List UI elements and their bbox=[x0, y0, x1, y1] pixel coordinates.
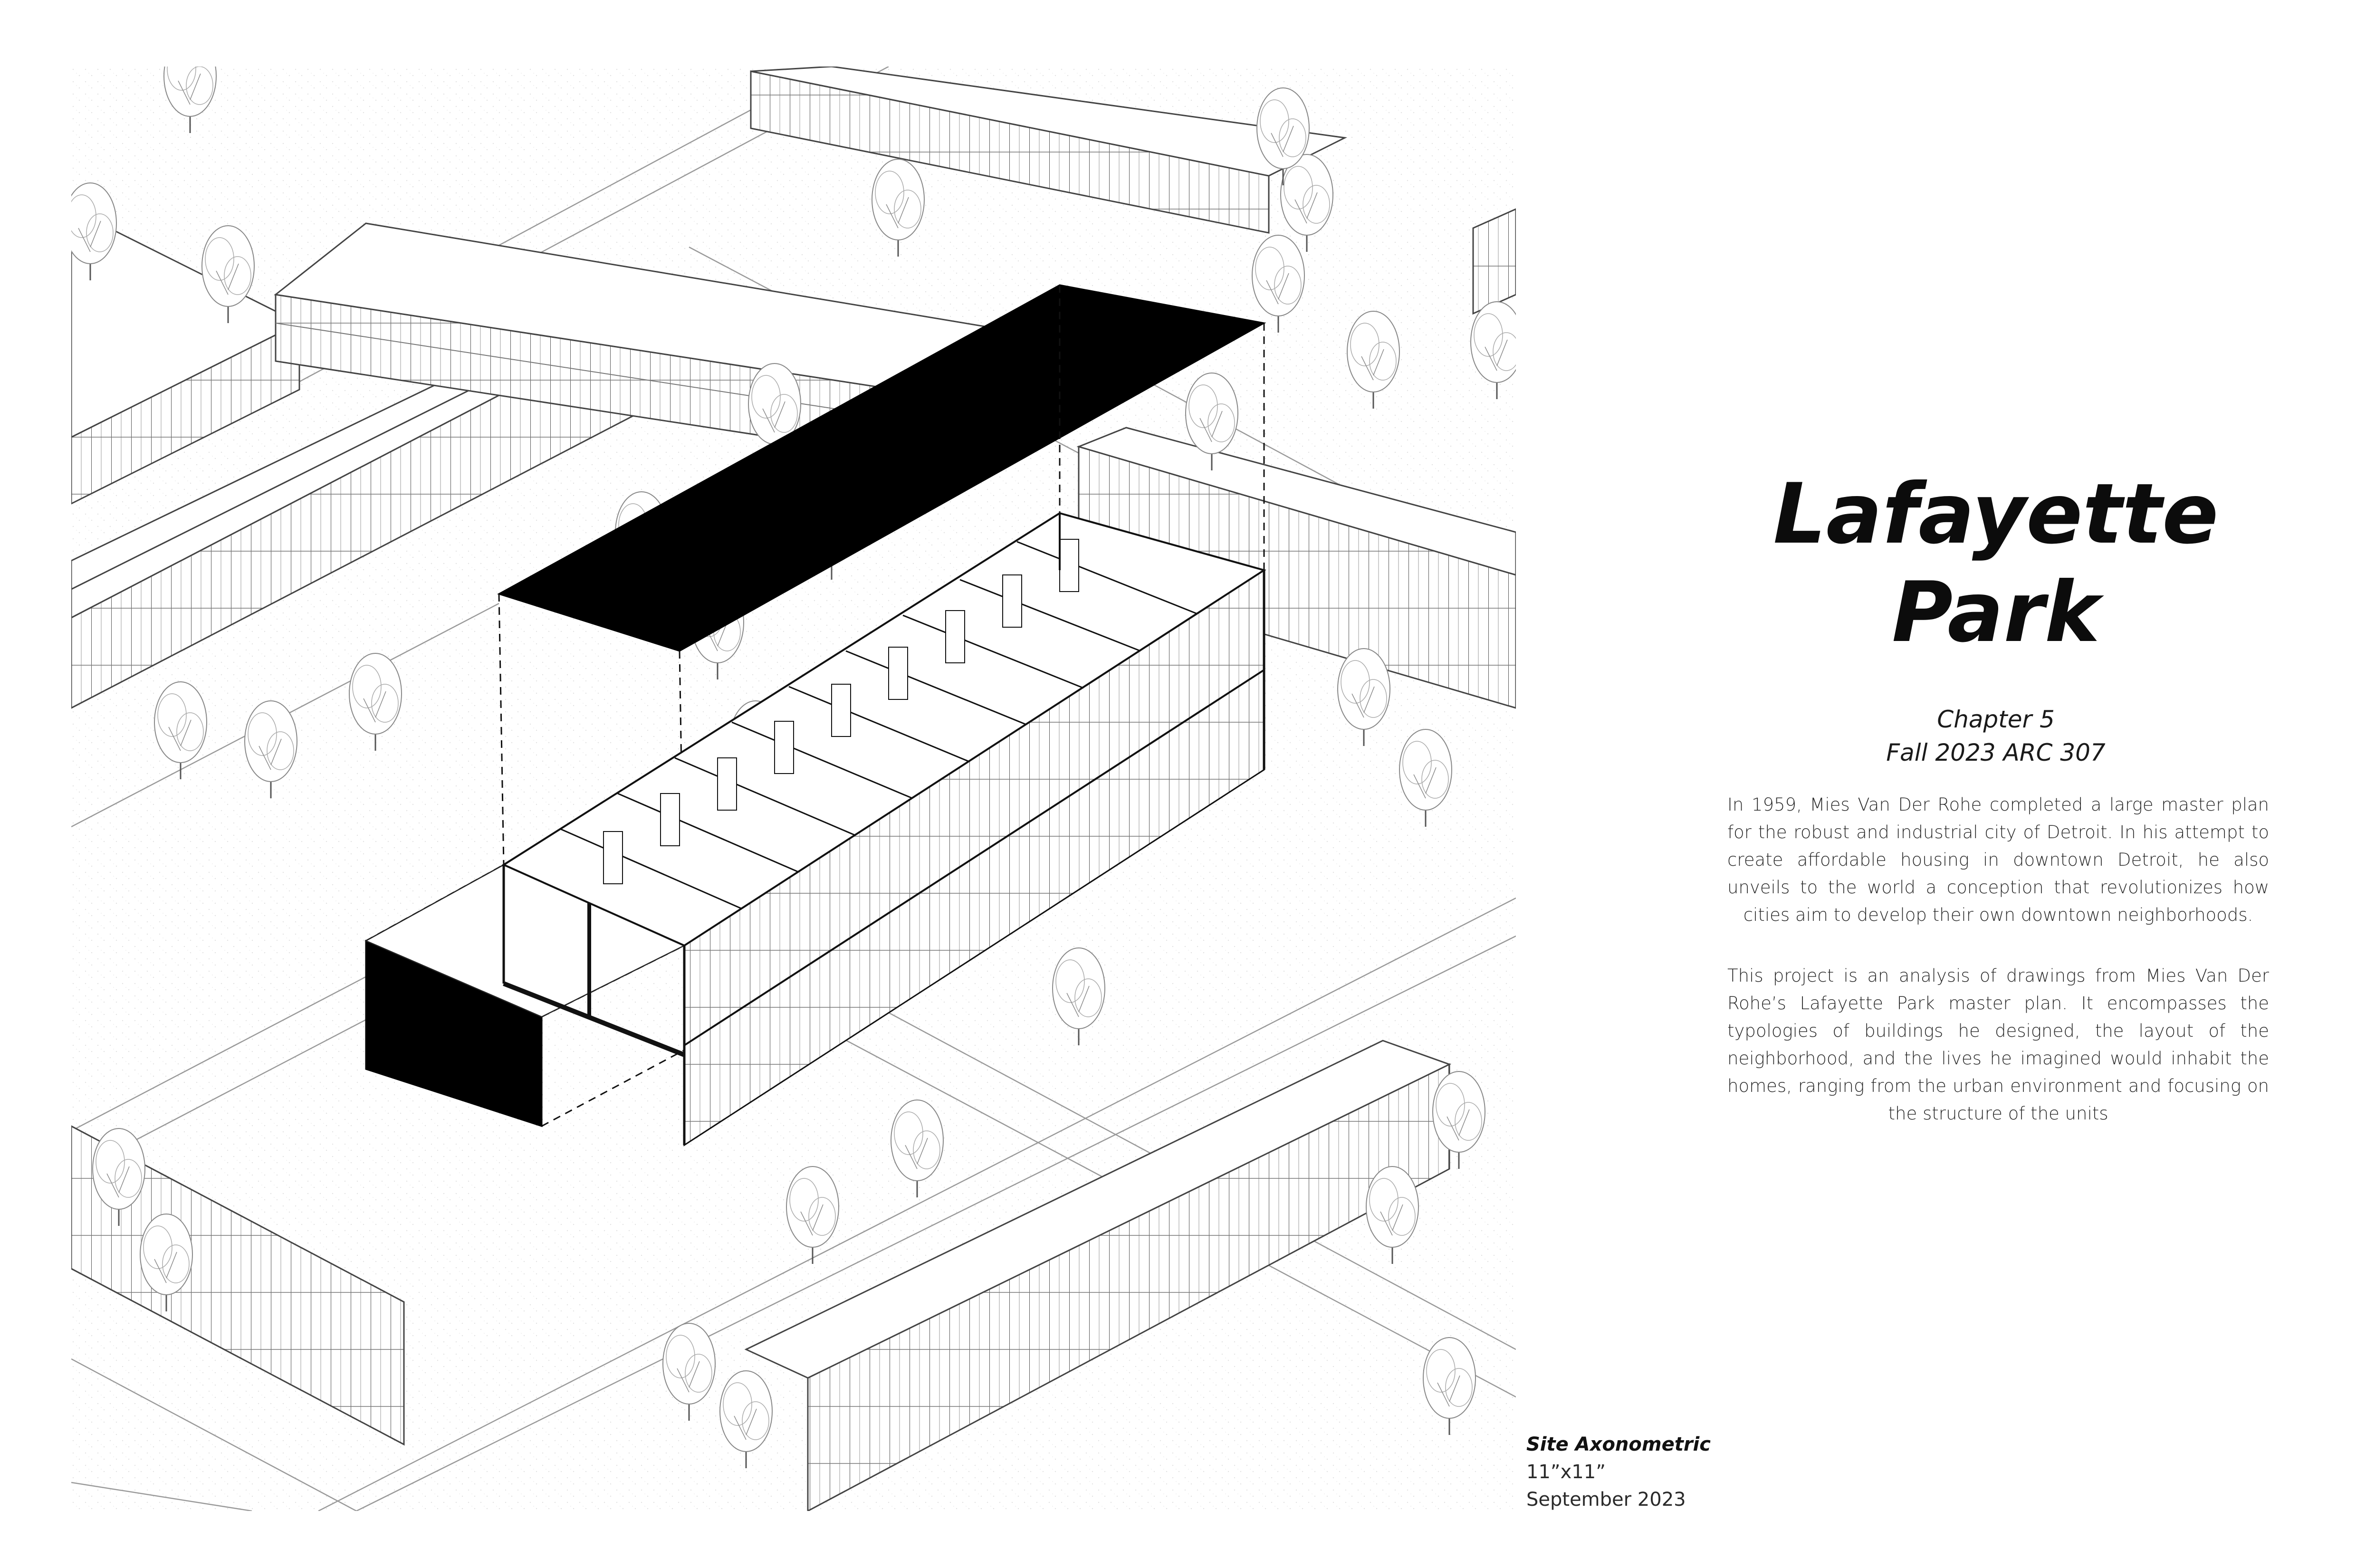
project-paragraph: This project is an analysis of drawings from Mies Van Der Rohe’s Lafayette Park master plan. It encompasses the typologies of buildings he designed, the layout of the neighborhood, and the lives he imagined would inhabit the homes, ranging from the urban environment and focusing on the structure of the units bbox=[1727, 966, 2269, 1124]
drawing-date: September 2023 bbox=[1526, 1489, 1686, 1511]
title-line-1: Lafayette bbox=[1773, 466, 2219, 563]
title-line-2: Park bbox=[1892, 564, 2100, 661]
chapter-label: Chapter 5 bbox=[1937, 706, 2055, 733]
intro-paragraph: In 1959, Mies Van Der Rohe completed a large master plan for the robust and industrial city of Detroit. In his attempt to create affordable housing in downtown Detroit, he also unveils to the world a conception that revolutionizes how cities aim to develop their own downtown neighborhoods. bbox=[1727, 794, 2269, 925]
drawing-size: 11”x11” bbox=[1526, 1461, 1606, 1483]
site-axonometric-drawing bbox=[71, 67, 1516, 1511]
course-label: Fall 2023 ARC 307 bbox=[1886, 739, 2106, 766]
page-title bbox=[1711, 466, 2281, 662]
drawing-name: Site Axonometric bbox=[1526, 1434, 1711, 1455]
